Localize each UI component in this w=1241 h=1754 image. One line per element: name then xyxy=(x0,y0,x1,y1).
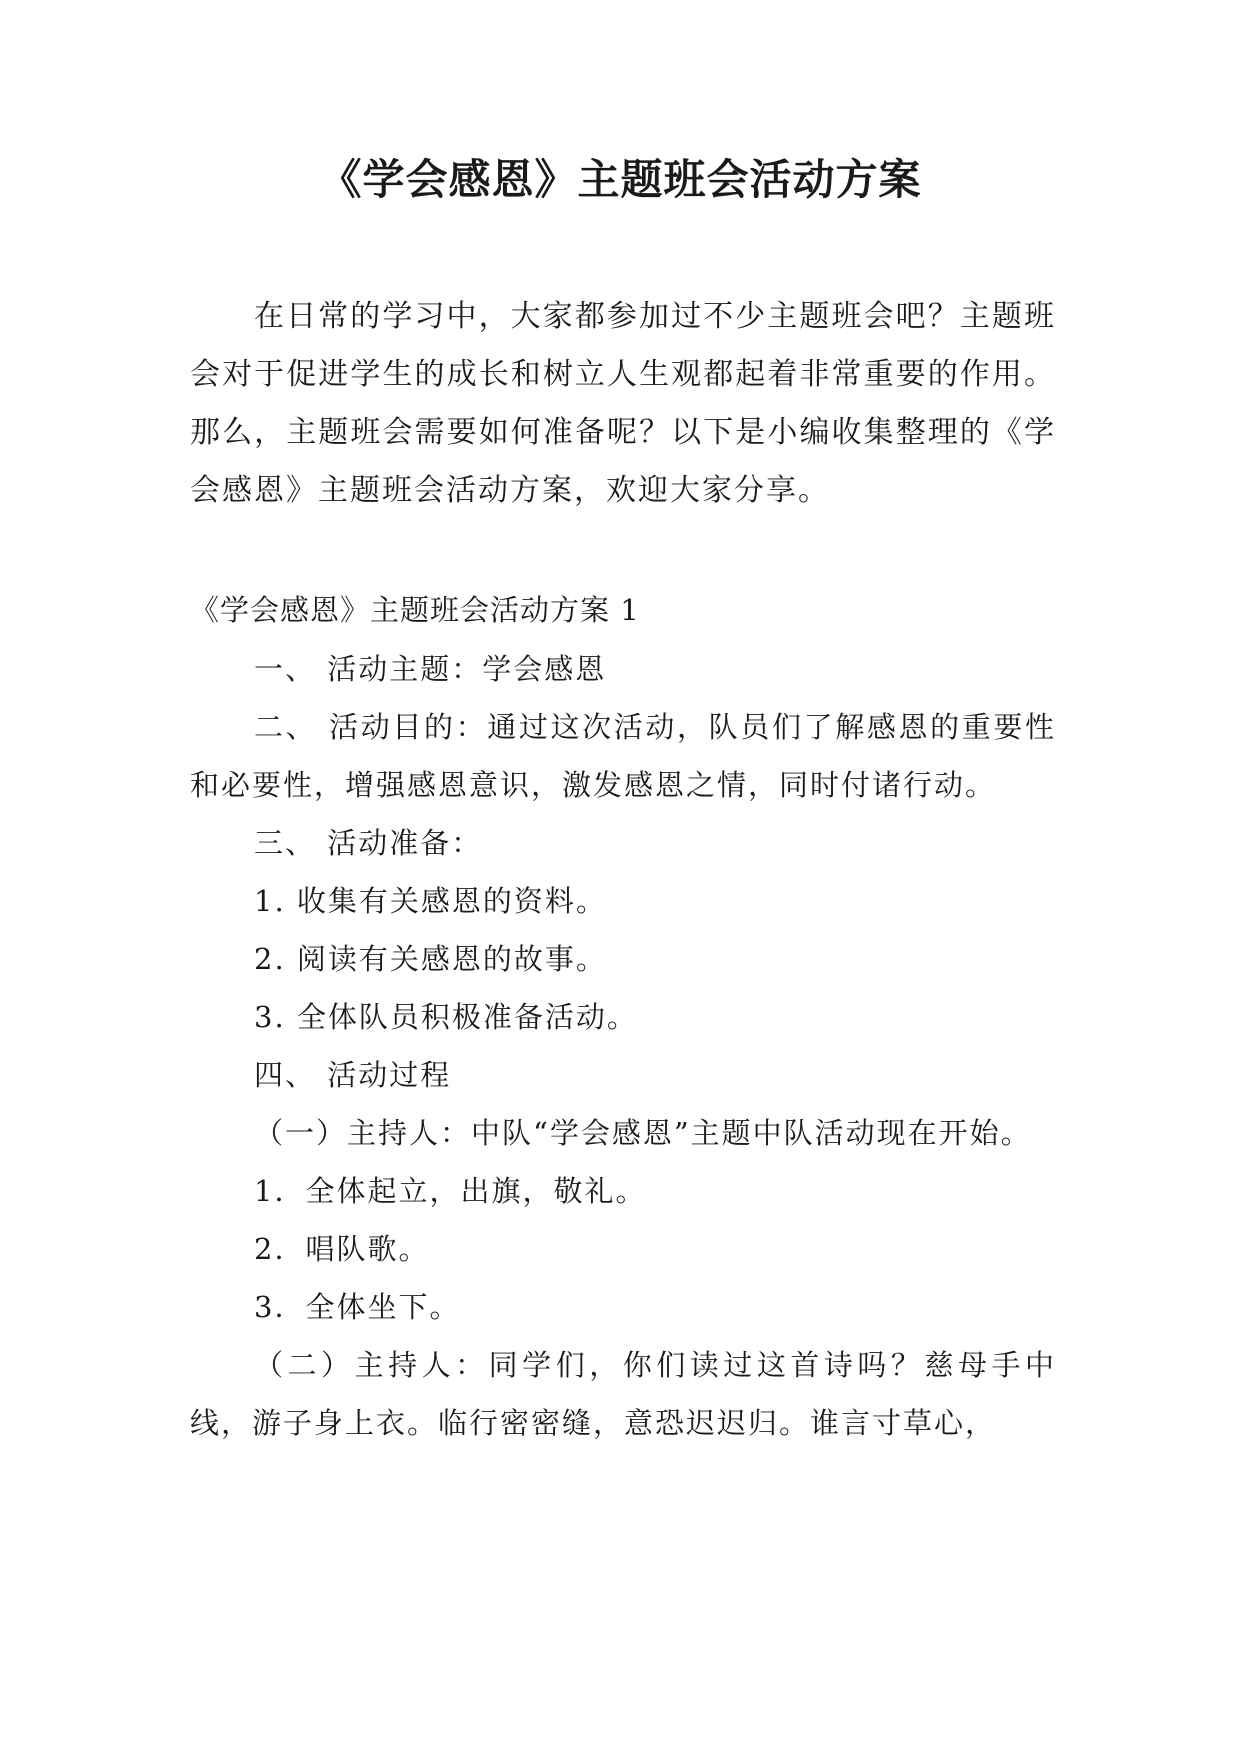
process-step-two: （二）主持人：同学们，你们读过这首诗吗？慈母手中线，游子身上衣。临行密密缝，意恐迟迟归。谁言寸草心， xyxy=(190,1348,1056,1440)
list-item: 3．全体坐下。 xyxy=(254,1290,461,1324)
document-title: 《学会感恩》主题班会活动方案 xyxy=(319,155,922,204)
list-item: 2. 阅读有关感恩的故事。 xyxy=(254,942,607,976)
section-heading-preparation: 三、 活动准备： xyxy=(254,826,483,860)
intro-paragraph: 在日常的学习中，大家都参加过不少主题班会吧？主题班会对于促进学生的成长和树立人生观都起着非常重要的作用。那么，主题班会需要如何准备呢？以下是小编收集整理的《学会感恩》主题班会活动方案，欢迎大家分享。 xyxy=(190,299,1056,508)
process-step-one: （一）主持人：中队“学会感恩”主题中队活动现在开始。 xyxy=(254,1116,1032,1150)
section-purpose: 二、 活动目的：通过这次活动，队员们了解感恩的重要性和必要性，增强感恩意识，激发感恩之情，同时付诸行动。 xyxy=(190,710,1056,802)
section-heading-theme: 一、 活动主题：学会感恩 xyxy=(254,652,607,686)
plan-section xyxy=(190,580,1056,1452)
list-item: 1. 收集有关感恩的资料。 xyxy=(254,884,607,918)
plan-title: 《学会感恩》主题班会活动方案 1 xyxy=(190,593,640,627)
list-item: 1．全体起立，出旗，敬礼。 xyxy=(254,1174,647,1208)
list-item: 3. 全体队员积极准备活动。 xyxy=(254,1000,638,1034)
list-item: 2．唱队歌。 xyxy=(254,1232,430,1266)
section-heading-process: 四、 活动过程 xyxy=(254,1058,452,1092)
